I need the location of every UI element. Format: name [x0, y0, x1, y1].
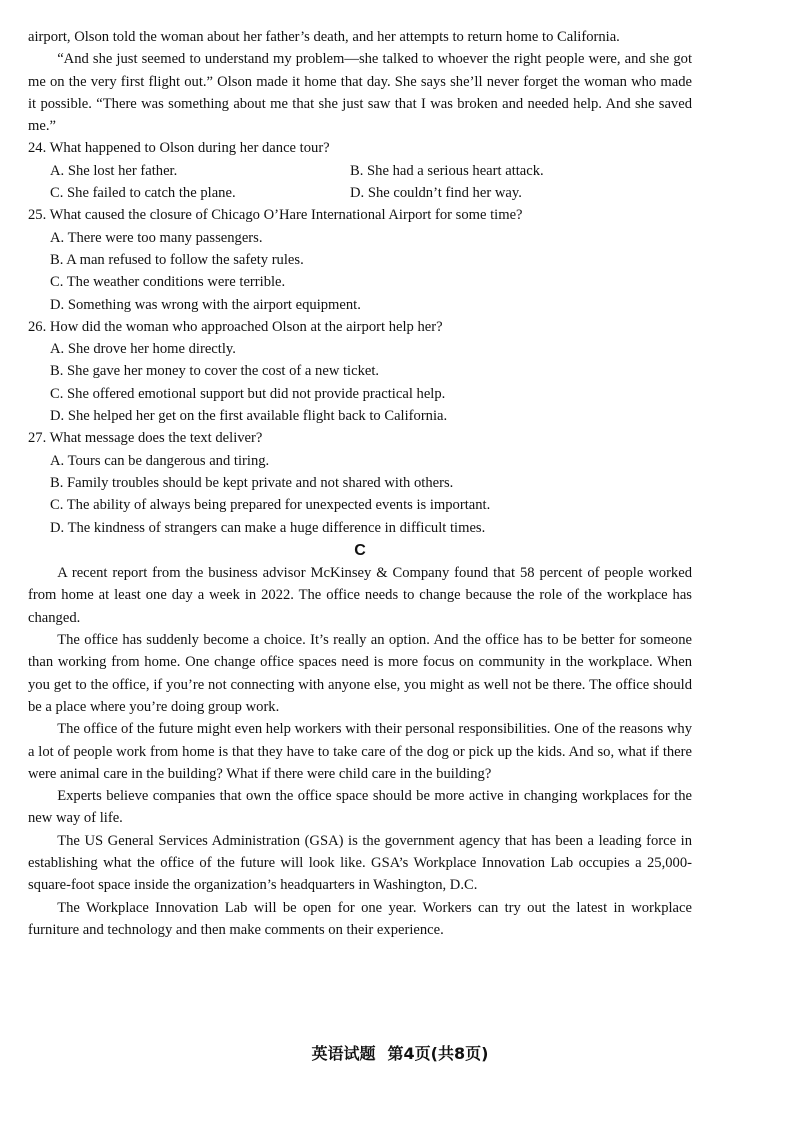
question-24	[28, 137, 692, 204]
option-b: B. She gave her money to cover the cost of a new ticket.	[50, 363, 380, 380]
passage-c-paragraph: The office of the future might even help workers with their personal responsibilities. One of the reasons why a lot of people work from home is that they have to take care of the dog or pick up the kids. And so, what if there were animal care in the building? What if there were child care in the building?	[28, 721, 692, 782]
option-a: A. She drove her home directly.	[50, 341, 236, 358]
option-a: A. There were too many passengers.	[50, 229, 263, 246]
section-c-title: C	[354, 541, 366, 559]
question-25	[28, 204, 692, 315]
passage-b-paragraph: “And she just seemed to understand my problem—she talked to whoever the right people were, and she got me on the very first flight out.” Olson made it home that day. She says she’ll never forget the woman who made it possible. “There was something about me that she just saw that I was broken and needed help. And she saved me.”	[28, 51, 692, 135]
page-footer	[0, 1041, 800, 1064]
option-a: A. She lost her father.	[50, 162, 178, 179]
option-c: C. The ability of always being prepared for unexpected events is important.	[50, 497, 491, 514]
page-content	[28, 26, 692, 941]
option-d: D. Something was wrong with the airport equipment.	[50, 296, 361, 313]
passage-c-paragraph: A recent report from the business advisor McKinsey & Company found that 58 percent of people worked from home at least one day a week in 2022. The office needs to change because the role of the workplace has changed.	[28, 565, 692, 626]
option-d: D. She helped her get on the first available flight back to California.	[50, 408, 448, 425]
option-c: C. She offered emotional support but did not provide practical help.	[50, 385, 446, 402]
passage-c-paragraph: The office has suddenly become a choice. It’s really an option. And the office has to be better for someone than working from home. One change office spaces need is more focus on community in the workplace. When you get to the office, if you’re not connecting with anyone else, you might as well not be there. The office should be a place where you’re doing group work.	[28, 632, 692, 715]
question-stem: 25. What caused the closure of Chicago O’Hare International Airport for some time?	[28, 207, 523, 224]
passage-c-paragraph: The US General Services Administration (GSA) is the government agency that has been a leading force in establishing what the office of the future will look like. GSA’s Workplace Innovation Lab occupies a 25,000-square-foot space inside the organization’s headquarters in Washington, D.C.	[28, 832, 692, 894]
option-b: B. She had a serious heart attack.	[350, 162, 544, 179]
option-b: B. A man refused to follow the safety rules.	[50, 251, 304, 268]
question-27	[28, 427, 692, 538]
footer-subject: 英语试题	[311, 1044, 376, 1063]
passage-b-paragraph: airport, Olson told the woman about her father’s death, and her attempts to return home to California.	[28, 29, 620, 45]
question-stem: 27. What message does the text deliver?	[28, 430, 263, 447]
option-c: C. She failed to catch the plane.	[50, 185, 236, 202]
passage-c-paragraph: Experts believe companies that own the office space should be more active in changing workplaces for the new way of life.	[28, 788, 692, 827]
option-d: D. The kindness of strangers can make a huge difference in difficult times.	[50, 519, 486, 536]
option-a: A. Tours can be dangerous and tiring.	[50, 452, 270, 469]
footer-page-number: 第4页(共8页)	[387, 1044, 489, 1063]
option-row	[28, 160, 692, 182]
question-stem: 26. How did the woman who approached Olson at the airport help her?	[28, 318, 443, 335]
question-stem: 24. What happened to Olson during her dance tour?	[28, 140, 330, 157]
option-b: B. Family troubles should be kept private and not shared with others.	[50, 474, 454, 491]
question-26	[28, 316, 692, 427]
option-row	[28, 182, 692, 204]
passage-c-paragraph: The Workplace Innovation Lab will be open for one year. Workers can try out the latest in workplace furniture and technology and then make comments on their experience.	[28, 899, 692, 938]
option-d: D. She couldn’t find her way.	[350, 185, 522, 202]
option-c: C. The weather conditions were terrible.	[50, 274, 286, 291]
